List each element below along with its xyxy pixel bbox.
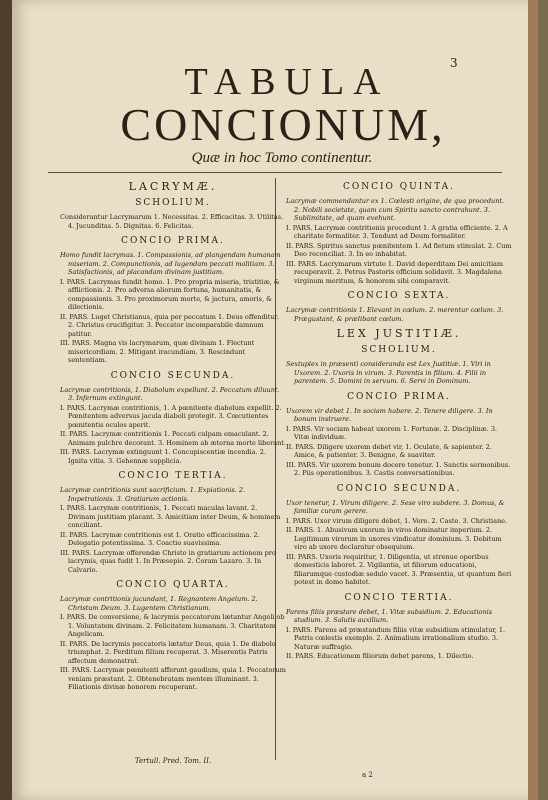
section-part: III. PARS. Uxoris requiritur, 1. Diligentia, ut strenue operibus domesticis laboret. 2. Vigilantia, ut filiorum educationi, filiarumque custodiæ sedulo vacet. 3. Præsentia, ut quantum fieri potest in domo habitet. <box>286 552 512 586</box>
section-summary: Homo fundit lacrymas. 1. Compassionis, ad plangendam humanam miseriam. 2. Compunctionis, ad lugendam peccati malitiam. 3. Satisfactionis, ad placandam divinam justitiam. <box>60 251 281 276</box>
section-part: III. PARS. Lacrymæ extinguunt 1. Concupiscentiæ incendia. 2. Ignita vitia. 3. Gehennæ supplicia. <box>60 448 266 465</box>
section-part: II. PARS. De lacrymis peccatoris lætatur Deus, quia 1. De diabolo triumphat. 2. Perditum filium recuperat. 3. Miserentis Patris affectum demonstrat. <box>60 639 276 665</box>
section-part: I. PARS. Lacrymæ contritionis, 1. A pœnitente diabolum expellit. 2. Pœnitentem adversus jacula diaboli protegit. 3. Cœcutientes pœnitentis oculos aperit. <box>60 403 282 429</box>
section-part: I. PARS. Uxor virum diligere debet, 1. Vere. 2. Caste. 3. Christiane. <box>286 516 508 525</box>
section-heading: LACRYMÆ. <box>128 180 218 193</box>
section-summary: Parens filiis præstare debet, 1. Vitæ subsidium. 2. Educationis studium. 3. Salutis auxilium. <box>286 607 493 624</box>
section-part: II. PARS. Luget Christianus, quia per peccatum 1. Deus offenditur. 2. Christus crucifigitur. 3. Peccator incomparabile damnum patitur. <box>60 312 279 338</box>
section-summary: Uxorem vir debet 1. In sociam habere. 2. Tenere diligere. 3. In bonum instruere. <box>286 406 493 423</box>
section-heading: CONCIO SECUNDA. <box>110 370 236 381</box>
section-part: III. PARS. Lacrymarum virtute 1. David deperditam Dei amicitiam recuperavit. 2. Petrus Pastoris officium solidavit. 3. Magdalena virginum meritum, & honorem sibi comparavit. <box>286 259 504 285</box>
title-concionum: CONCIONUM, <box>120 99 446 150</box>
section-summary: Uxor tenetur, 1. Virum diligere. 2. Sese viro subdere. 3. Domus, & familiæ curam gerere. <box>286 498 505 515</box>
section-part: III. PARS. Lacrymæ offerendæ Christo in gratiarum actionem pro lacrymis, quas fudit 1. In Præsepio. 2. Coram Lazaro. 3. In Calvario. <box>60 548 276 574</box>
rule-top <box>48 172 502 173</box>
section-part: III. PARS. Vir uxorem bonum docere tenetur. 1. Sanctis sermonibus. 2. Piis operationibus. 3. Castis conversationibus. <box>286 460 511 477</box>
section-part: I. PARS. Lacrymæ contritionis, 1. Peccati maculas lavant. 2. Divinam justitiam placant. 3. Amicitiam inter Deum, & hominem conciliant. <box>60 504 281 529</box>
signature-mark: a 2 <box>362 771 373 779</box>
section-part: II. PARS. Lacrymæ contritionis 1. Peccati culpam emaculant. 2. Animam pulchre decorant. 3. Hominem ab æterna morte liberant. <box>60 430 286 447</box>
book-page <box>12 0 538 800</box>
section-heading: LEX JUSTITIÆ. <box>336 327 462 340</box>
section-part: I. PARS. Vir sociam habeat uxorem 1. Fortunæ. 2. Disciplinæ. 3. Vitæ individuæ. <box>286 424 498 441</box>
subtitle: Quæ in hoc Tomo continentur. <box>191 150 373 166</box>
section-heading: SCHOLIUM. <box>135 198 211 208</box>
section-summary: Lacrymæ contritionis sunt sacrificium. 1. Expiationis. 2. Impetrationis. 3. Gratiarum actionis. <box>60 486 246 503</box>
page-number: 3 <box>450 56 458 70</box>
section-heading: CONCIO TERTIA. <box>118 471 228 481</box>
section-part: I. PARS. Lacrymæ contritionis procedunt 1. A gratia efficiente. 2. A charitate formaliter. 3. Tendunt ad Deum formaliter. <box>286 223 508 240</box>
section-part: III. PARS. Magna vis lacrymarum, quæ divinam 1. Flectunt misericordiam. 2. Mitigant iracundiam. 3. Rescindunt sententiam. <box>60 339 255 364</box>
section-part: Considerantur Lacrymarum 1. Necessitas. 2. Efficacitas. 3. Utilitas. 4. Jucunditas. 5. Dignitas. 6. Felicitas. <box>60 213 284 230</box>
section-heading: SCHOLIUM. <box>361 345 437 355</box>
section-heading: CONCIO SECUNDA. <box>336 483 462 494</box>
section-part: II. PARS. Diligere uxorem debet vir, 1. Oculate, & sapienter. 2. Amice, & patienter. 3. Benigne, & suaviter. <box>286 442 492 459</box>
section-heading: CONCIO PRIMA. <box>121 236 225 246</box>
section-part: II. PARS. 1. Abusivum uxorum in viros dominatur imperium. 2. Legitimum virorum in uxores vindicatur dominium. 3. Debitum viro ab uxore declaratur obsequium. <box>286 526 502 551</box>
section-part: II. PARS. Lacrymæ contritionis est 1. Oratio efficacissima. 2. Delegatio potentissima. 3. Coactio suavissima. <box>60 530 260 547</box>
left-column <box>60 176 286 693</box>
section-summary: Sextuplex in præsenti consideranda est Lex Justitiæ. 1. Viri in Uxorem. 2. Uxoris in virum. 3. Parentis in filium. 4. Filii in parentem. 5. Domini in servum. 6. Servi in Dominum. <box>286 360 491 385</box>
section-summary: Lacrymæ commendantur ex 1. Cœlesti origine, de qua procedunt. 2. Nobili societate, quam cum Spiritu sancto contrahunt. 3. Sublimitate, ad quam evehunt. <box>286 197 505 222</box>
section-part: II. PARS. Educationem filiorum debet parens, 1. Dilectio. <box>286 652 474 660</box>
footer-catchline: Tertull. Pred. Tom. II. <box>134 757 212 765</box>
section-part: I. PARS. Lacrymas fundit homo. 1. Pro propria miseria, tristitiæ, & afflictionis. 2. Pro adversa aliorum fortuna, humanitatis, & compassionis. 3. Pro proximorum morte, & jactura, amoris, & dilectionis. <box>60 277 280 311</box>
section-heading: CONCIO PRIMA. <box>347 391 451 402</box>
section-heading: CONCIO TERTIA. <box>344 592 454 603</box>
page-edge <box>528 0 538 800</box>
section-heading: CONCIO SEXTA. <box>347 291 451 301</box>
section-summary: Lacrymæ contritionis jucundant, 1. Regnantem Angelum. 2. Christum Deum. 3. Lugentem Christianum. <box>60 595 258 612</box>
section-summary: Lacrymæ contritionis, 1. Diabolum expellunt. 2. Peccatum diluunt. 3. Infernum extingunt. <box>60 385 280 402</box>
section-heading: CONCIO QUARTA. <box>116 580 230 590</box>
section-heading: CONCIO QUINTA. <box>342 182 456 192</box>
section-part: II. PARS. Spiritus sanctus pœnitentem 1. Ad fletum stimulat. 2. Cum Deo reconciliat. 3. In eo inhabitat. <box>286 241 512 258</box>
section-part: I. PARS. Parens ad præstandum filiis vitæ subsidium stimulatur, 1. Patris cœlestis exemplo. 2. Animalium irrationalium studio. 3. Naturæ suffragio. <box>286 625 506 651</box>
section-part: I. PARS. De conversione, & lacrymis peccatorum lætantur Angeli ob 1. Voluntatem divinam. 2. Felicitatem humanam. 3. Charitatem Angelicam. <box>60 613 285 638</box>
section-part: III. PARS. Lacrymæ pœnitenti afferunt gaudium, quia 1. Peccatorum veniam præstant. 2. Obtenebratam mentem illuminant. 3. Filiationis divinæ honorem recuperant. <box>60 666 286 691</box>
right-column <box>286 176 512 662</box>
title-tabula: TABULA <box>184 61 390 103</box>
section-summary: Lacrymæ contritionis 1. Elevant in cœlum. 2. merentur cœlum. 3. Prægustant, & prælibant cœlum. <box>286 306 504 323</box>
